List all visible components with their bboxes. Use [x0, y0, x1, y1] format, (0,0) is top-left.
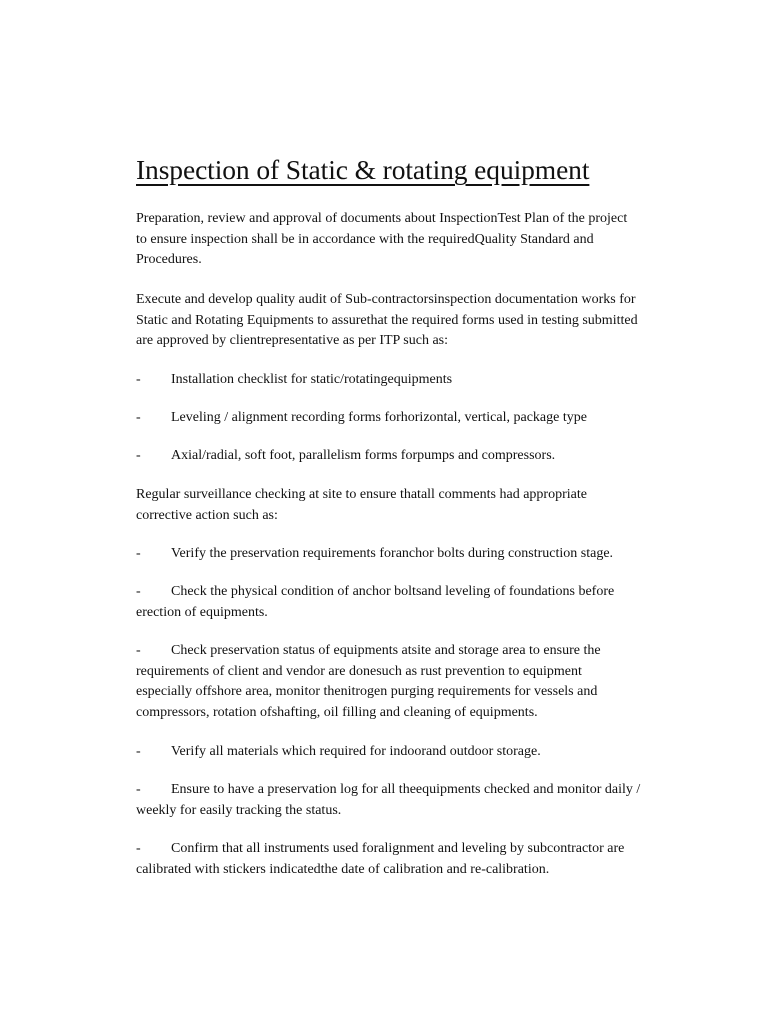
bullet-dash: -: [136, 584, 141, 599]
bullet-dash: -: [136, 841, 141, 856]
text-line: compressors, rotation ofshafting, oil filling and cleaning of equipments.: [136, 704, 538, 720]
paragraph-quality-audit: [136, 290, 696, 352]
text-line: especially offshore area, monitor thenitrogen purging requirements for vessels and: [136, 684, 598, 699]
list-item-text: Check the physical condition of anchor boltsand leveling of foundations before: [171, 584, 615, 599]
list-item-text: Verify all materials which required for indoorand outdoor storage.: [171, 744, 541, 759]
list-item-check-anchor-bolts: [136, 582, 696, 623]
list-item-verify-anchor-bolts: [136, 544, 696, 565]
list-item-leveling-forms: [136, 408, 696, 429]
list-item-confirm-instruments: [136, 839, 696, 880]
text-line: requirements of client and vendor are donesuch as rust prevention to equipment: [136, 663, 582, 679]
bullet-dash: -: [136, 782, 141, 797]
list-item-text: Verify the preservation requirements foranchor bolts during construction stage.: [171, 546, 614, 561]
bullet-dash: -: [136, 643, 141, 658]
document-title: Inspection of Static & rotating equipment: [136, 154, 590, 185]
bullet-dash: -: [136, 448, 141, 463]
text-line: Regular surveillance checking at site to ensure thatall comments had appropriate: [136, 487, 587, 502]
list-item-verify-materials: [136, 742, 696, 763]
list-item-installation-checklist: [136, 370, 696, 391]
list-item-text: Check preservation status of equipments atsite and storage area to ensure the: [171, 643, 601, 658]
text-line: Execute and develop quality audit of Sub-contractorsinspection documentation works for: [136, 292, 636, 307]
text-line: erection of equipments.: [136, 604, 268, 620]
list-item-preservation-log: [136, 780, 696, 821]
paragraph-surveillance: [136, 485, 696, 526]
list-item-check-preservation-status: [136, 641, 696, 723]
paragraph-preparation: [136, 209, 696, 271]
list-item-text: Confirm that all instruments used foralignment and leveling by subcontractor are: [171, 841, 625, 856]
bullet-dash: -: [136, 546, 141, 561]
text-line: calibrated with stickers indicatedthe date of calibration and re-calibration.: [136, 861, 550, 877]
list-item-axial-radial: [136, 446, 696, 467]
text-line: weekly for easily tracking the status.: [136, 802, 342, 818]
text-line: Static and Rotating Equipments to assurethat the required forms used in testing submitted: [136, 312, 638, 328]
text-line: Procedures.: [136, 252, 202, 267]
bullet-dash: -: [136, 372, 141, 387]
list-item-text: Axial/radial, soft foot, parallelism forms forpumps and compressors.: [171, 448, 556, 463]
list-item-text: Ensure to have a preservation log for all theequipments checked and monitor daily /: [171, 782, 641, 797]
list-item-text: Installation checklist for static/rotatingequipments: [171, 372, 453, 387]
bullet-dash: -: [136, 744, 141, 759]
bullet-dash: -: [136, 410, 141, 425]
list-item-text: Leveling / alignment recording forms forhorizontal, vertical, package type: [171, 410, 587, 425]
text-line: to ensure inspection shall be in accordance with the requiredQuality Standard and: [136, 231, 594, 247]
text-line: Preparation, review and approval of documents about InspectionTest Plan of the project: [136, 211, 628, 226]
text-line: corrective action such as:: [136, 507, 278, 523]
text-line: are approved by clientrepresentative as per ITP such as:: [136, 333, 449, 348]
